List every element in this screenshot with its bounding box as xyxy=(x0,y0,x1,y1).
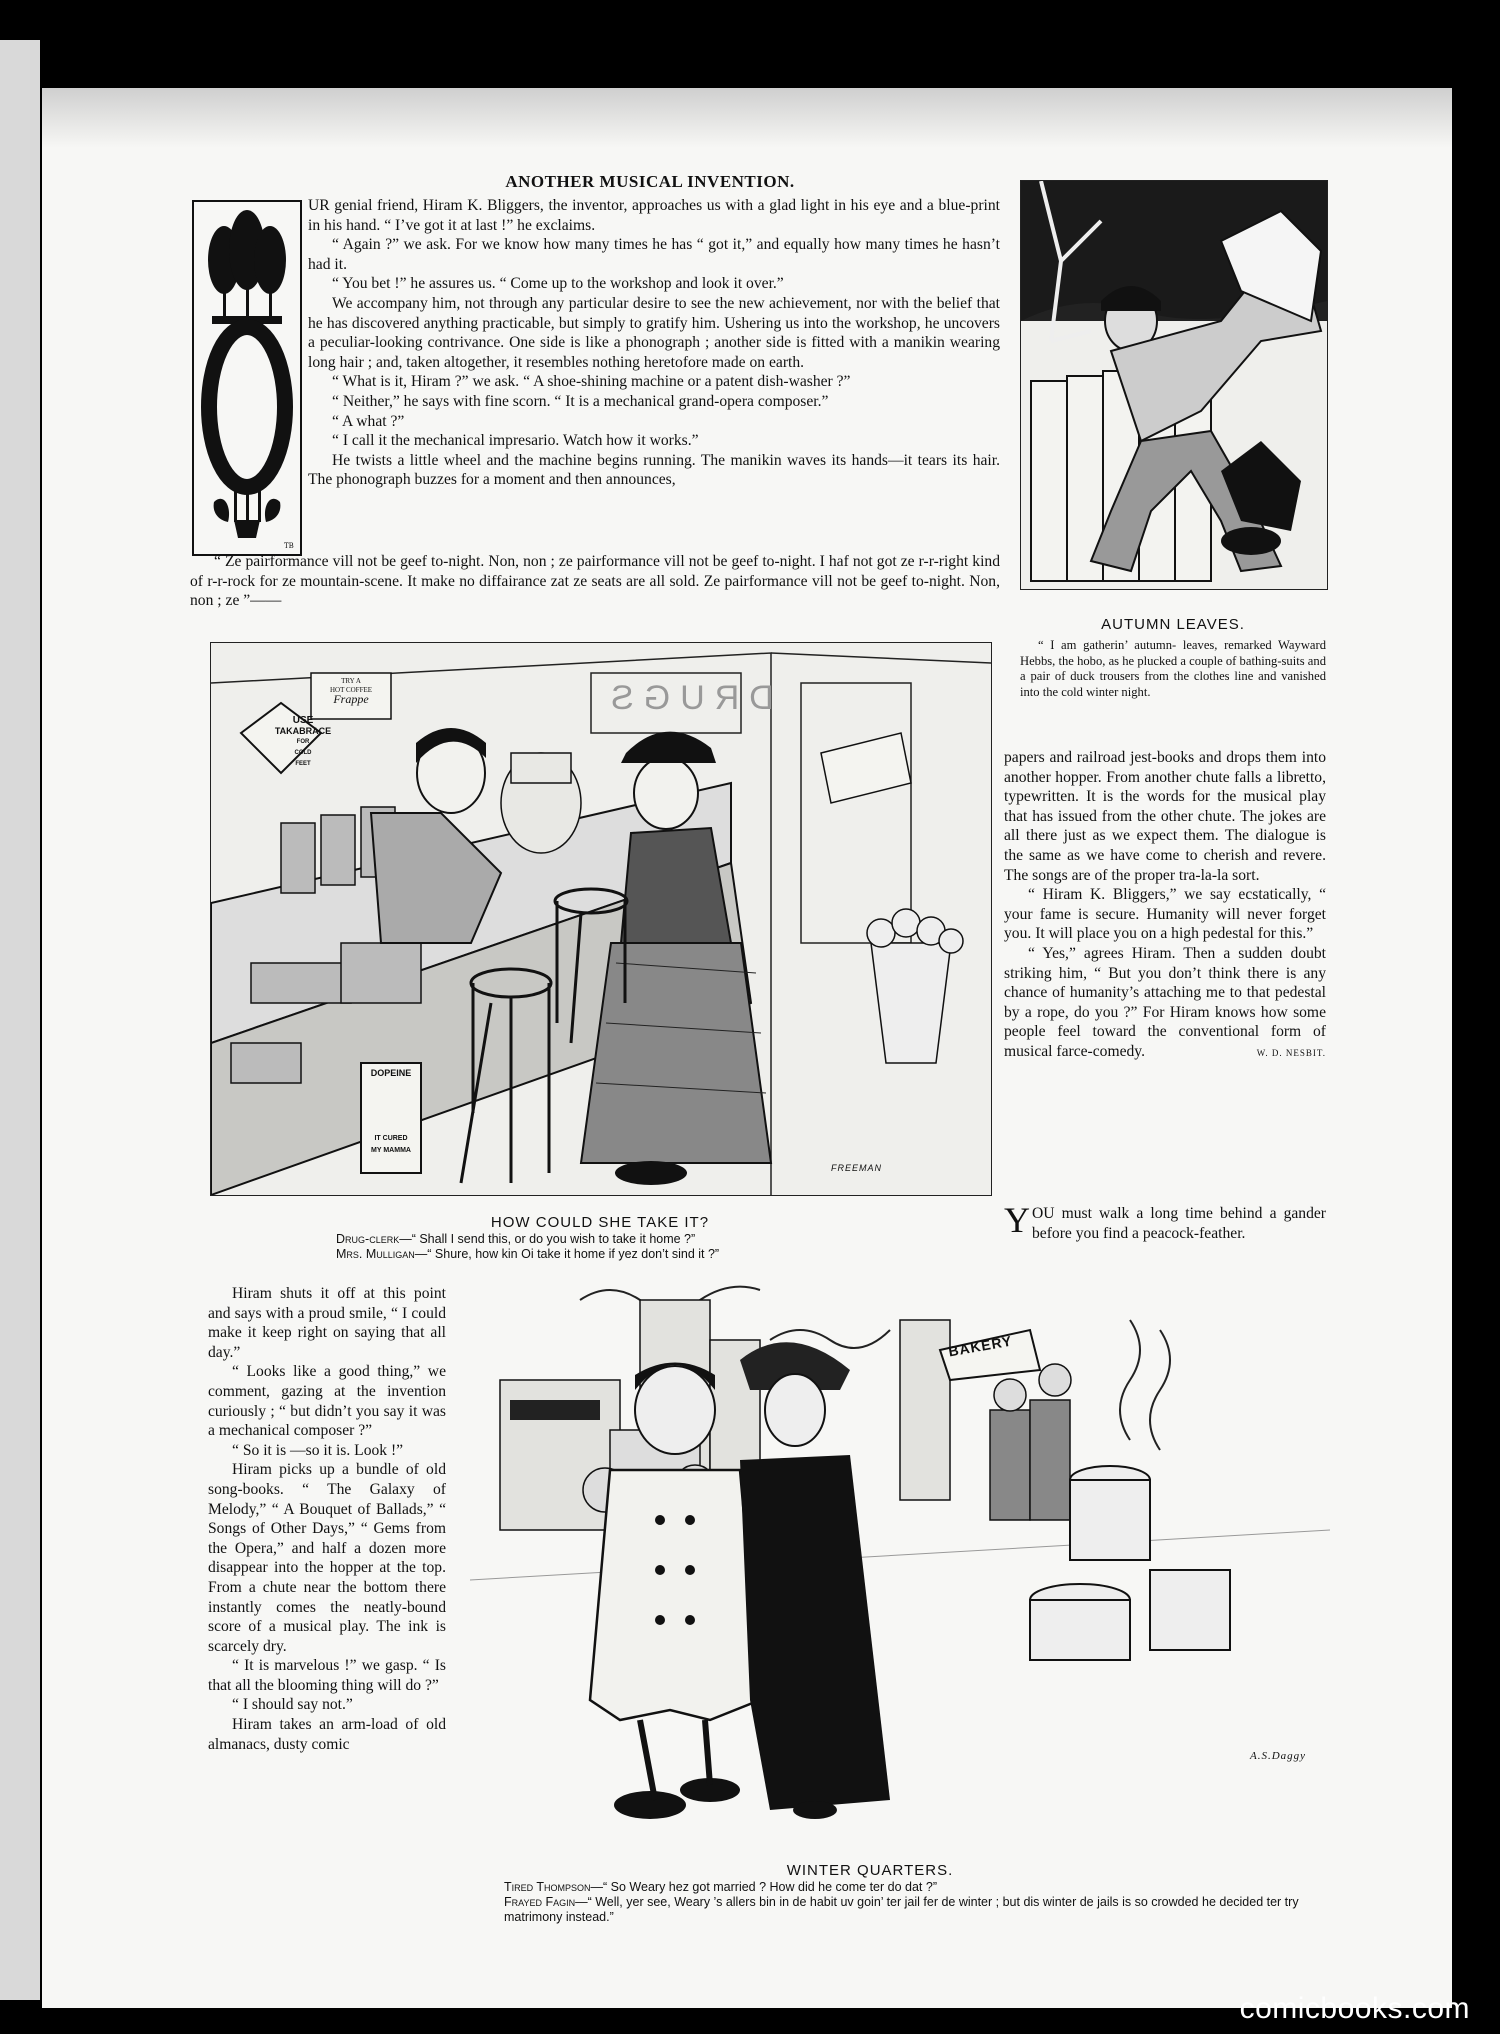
page-top-wear xyxy=(42,88,1452,148)
paragraph: “ It is marvelous !” we gasp. “ Is that all the blooming thing will do ?” xyxy=(208,1657,446,1694)
window-lettering: DRUGS xyxy=(601,679,774,717)
married-hobo-couple-street-drawing xyxy=(470,1280,1330,1840)
dialogue: “ Well, yer see, Weary ’s allers bin in de habit uv goin’ ter jail fer de winter ; but dis winter de jails is so crowded he decided ter try matrimony instead.” xyxy=(504,1895,1299,1924)
autumn-leaves-illustration xyxy=(1020,180,1328,590)
speaker-label: Frayed Fagin— xyxy=(504,1895,588,1909)
article-body-top-full xyxy=(190,552,1000,611)
speaker-label: Mrs. Mulligan— xyxy=(336,1247,428,1261)
paragraph: Hiram picks up a bundle of old song-books. “ The Galaxy of Melody,” “ A Bouquet of Ballads,” “ Songs of Other Days,” “ Gems from the Opera,” and half a dozen more disappear into the hopper at the top. From a chute near the bottom there instantly comes the neatly-bound score of a musical play. The ink is scarcely dry. xyxy=(208,1461,446,1655)
paragraph: “ Yes,” agrees Hiram. Then a sudden doubt striking him, “ But you don’t think there is any chance of humanity’s attaching me to that pedestal by a rope, do you ?” For Hiram knows how some people feel toward the conventional form of musical farce-comedy. xyxy=(1004,944,1326,1060)
hobo-on-fence-drawing xyxy=(1021,181,1327,589)
paragraph: “ Looks like a good thing,” we comment, gazing at the invention curiously ; “ but didn’t you say it was a mechanical composer ?” xyxy=(208,1363,446,1440)
winter-quarters-illustration xyxy=(470,1280,1330,1840)
svg-text:TB: TB xyxy=(284,542,294,550)
artist-signature: FREEMAN xyxy=(831,1163,883,1173)
autumn-title: AUTUMN LEAVES. xyxy=(1101,616,1245,633)
takabrace-sign-text xyxy=(269,715,337,770)
bakery-sign: BAKERY xyxy=(947,1332,1014,1360)
speaker-label: Tired Thompson— xyxy=(504,1880,604,1894)
caption-line xyxy=(504,1880,1334,1895)
sign-line: COLD xyxy=(294,750,312,756)
sign-line: DOPEINE xyxy=(370,1068,412,1078)
article-body-top xyxy=(308,196,1000,490)
caption-line xyxy=(336,1247,996,1262)
paragraph: “ Neither,” he says with fine scorn. “ It is a mechanical grand-opera composer.” xyxy=(332,392,829,410)
dropcap-letter xyxy=(194,202,195,203)
paragraph: “ A what ?” xyxy=(332,412,405,430)
paragraph: Hiram takes an arm-load of old almanacs, dusty comic xyxy=(208,1716,446,1753)
paragraph: “ Ze pairformance vill not be geef to-night. Non, non ; ze pairformance vill not be geef to-night. I haf not got ze r-r-right kind of r-r-rock for ze mountain-scene. It make no diffairance zat ze seats are all sold. Ze pairformance vill not be geef to-night. Non, non ; ze ”—— xyxy=(190,553,1000,610)
sign-line: Frappe xyxy=(333,692,369,706)
artist-signature: A.S.Daggy xyxy=(1250,1750,1307,1762)
sign-line: TAKABRACE xyxy=(274,726,332,736)
paragraph: “ So it is —so it is. Look !” xyxy=(232,1441,404,1459)
autumn-caption: “ I am gatherin’ autumn- leaves, remarked Wayward Hebbs, the hobo, as he plucked a couple of bathing-suits and a pair of duck trousers from the clothes line and vanished into the cold winter night. xyxy=(1020,638,1326,699)
author-signature: W. D. NESBIT. xyxy=(1256,1047,1326,1058)
winter-title: WINTER QUARTERS. xyxy=(786,1862,954,1879)
frappe-sign-text xyxy=(313,677,389,704)
article-title: ANOTHER MUSICAL INVENTION. xyxy=(505,172,795,191)
sign-line: IT CURED xyxy=(374,1135,408,1142)
filler-paragraph xyxy=(1004,1200,1326,1243)
paragraph: “ I should say not.” xyxy=(232,1696,353,1714)
paragraph: “ Again ?” we ask. For we know how many times he has “ got it,” and equally how many times he hasn’t had it. xyxy=(308,236,1000,273)
art-nouveau-letter-o-icon xyxy=(194,202,300,554)
sign-line: FOR xyxy=(296,739,310,745)
drugstore-title: HOW COULD SHE TAKE IT? xyxy=(490,1214,710,1231)
dropcap-ornament xyxy=(192,200,302,556)
dialogue: “ So Weary hez got married ? How did he come ter do dat ?” xyxy=(603,1880,937,1894)
drugstore-caption xyxy=(336,1232,996,1262)
filler-dropcap: Y xyxy=(1004,1200,1030,1240)
site-watermark: comicbooks.com xyxy=(1239,1992,1470,2025)
paragraph: Hiram shuts it off at this point and says with a proud smile, “ I could make it keep right on saying that all day.” xyxy=(208,1285,446,1361)
paragraph: papers and railroad jest-books and drops them into another hopper. From another chute falls a libretto, typewritten. It is the words for the musical play that has issued from the other chute. The jokes are all there just as we expect them. The dialogue is the same as we have come to cherish and revere. The songs are of the proper tra-la-la sort. xyxy=(1004,749,1326,884)
paragraph: “ What is it, Hiram ?” we ask. “ A shoe-shining machine or a patent dish-washer ?” xyxy=(332,373,851,391)
paragraph: “ I call it the mechanical impresario. Watch how it works.” xyxy=(332,432,699,450)
sign-line: HOT COFFEE xyxy=(329,686,373,694)
dialogue: “ Shall I send this, or do you wish to take it home ?” xyxy=(411,1232,696,1246)
sign-line: MY MAMMA xyxy=(371,1147,411,1154)
caption-line xyxy=(504,1895,1334,1925)
left-page-edge xyxy=(0,40,40,2000)
sign-line: TRY A xyxy=(341,677,361,685)
winter-caption xyxy=(504,1880,1334,1925)
paragraph: “ Hiram K. Bliggers,” we say ecstatically, “ your fame is secure. Humanity will never forget you. It will place you on a high pedestal for this.” xyxy=(1004,886,1326,943)
article-body-right xyxy=(1004,748,1326,1058)
caption-line xyxy=(336,1232,996,1247)
dialogue: “ Shure, how kin Oi take it home if yez don’t sind it ?” xyxy=(427,1247,720,1261)
dopeine-sign-text xyxy=(361,1067,421,1157)
sign-line: FEET xyxy=(295,761,311,767)
drugstore-illustration xyxy=(210,642,992,1196)
speaker-label: Drug-clerk— xyxy=(336,1232,412,1246)
article-body-left-lower xyxy=(208,1284,446,1754)
sign-line: USE xyxy=(292,715,314,726)
paragraph: UR genial friend, Hiram K. Bliggers, the inventor, approaches us with a glad light in his eye and a blue-print in his hand. “ I’ve got it at last !” he exclaims. xyxy=(308,197,1000,234)
paragraph: “ You bet !” he assures us. “ Come up to the workshop and look it over.” xyxy=(332,275,784,293)
paragraph: We accompany him, not through any particular desire to see the new achievement, nor with the belief that he has discovered anything practicable, but simply to gratify him. Ushering us into the workshop, he uncovers a peculiar-looking contrivance. One side is like a phonograph ; another side is fitted with a manikin wearing long hair ; and, taken altogether, it resembles nothing heretofore made on earth. xyxy=(308,294,1000,371)
filler-text: OU must walk a long time behind a gander before you find a peacock-feather. xyxy=(1032,1205,1326,1242)
paragraph: He twists a little wheel and the machine begins running. The manikin waves its hands—it tears its hair. The phonograph buzzes for a moment and then announces, xyxy=(308,451,1000,489)
